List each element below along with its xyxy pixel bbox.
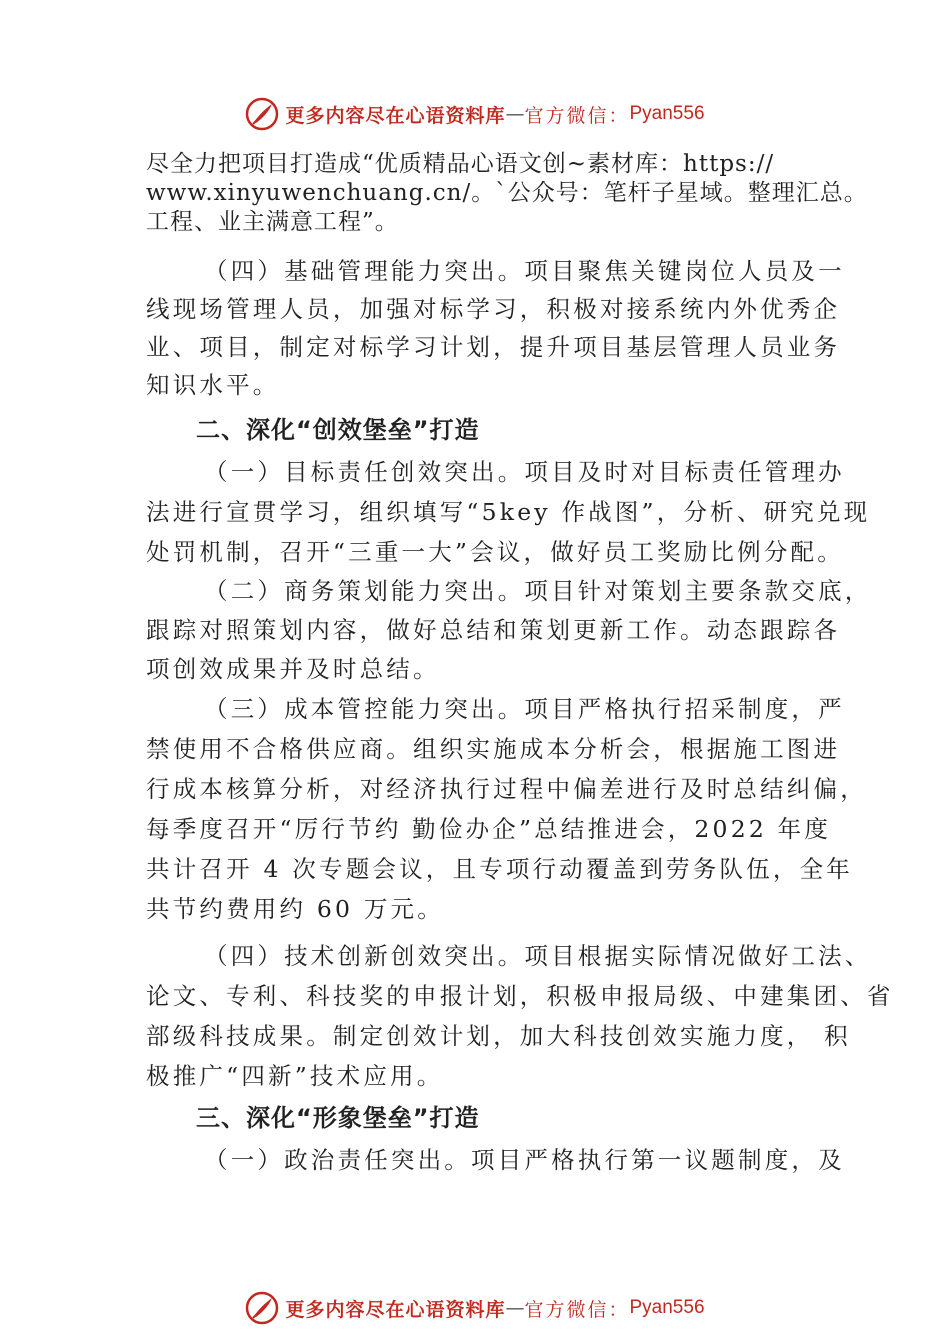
text-line: （三）成本管控能力突出。项目严格执行招采制度，严 xyxy=(204,695,845,723)
text-line: 共计召开 4 次专题会议，且专项行动覆盖到劳务队伍，全年 xyxy=(146,855,853,883)
text-line: （一）目标责任创效突出。项目及时对目标责任管理办 xyxy=(204,458,845,486)
banner-wechat-id: Pyan556 xyxy=(629,103,705,124)
text-line: 知识水平。 xyxy=(146,371,280,399)
text-line: 业、项目，制定对标学习计划，提升项目基层管理人员业务 xyxy=(146,333,841,361)
text-line: 行成本核算分析，对经济执行过程中偏差进行及时总结纠偏， xyxy=(146,775,867,803)
text-line: 项创效成果并及时总结。 xyxy=(146,655,440,683)
paragraph-tech-innovation xyxy=(146,936,894,1096)
paragraph-basic-management xyxy=(146,252,846,404)
intro-line: www.xinyuwenchuang.cn/。`公众号：笔杆子星域。整理汇总。 xyxy=(146,180,868,206)
intro-block xyxy=(146,150,868,237)
banner-separator: — xyxy=(505,103,525,125)
intro-line: 工程、业主满意工程”。 xyxy=(146,209,399,235)
paragraph-cost-control xyxy=(146,689,867,929)
text-line: （一）政治责任突出。项目严格执行第一议题制度，及 xyxy=(204,1146,845,1174)
text-line: 论文、专利、科技奖的申报计划，积极申报局级、中建集团、省 xyxy=(146,982,894,1010)
text-line: 跟踪对照策划内容，做好总结和策划更新工作。动态跟踪各 xyxy=(146,616,841,644)
banner-wechat-id: Pyan556 xyxy=(629,1297,705,1318)
banner-title: 更多内容尽在心语资料库 xyxy=(285,1298,506,1321)
banner-separator: — xyxy=(505,1297,525,1319)
text-line: 法进行宣贯学习，组织填写“5key 作战图”，分析、研究兑现 xyxy=(146,498,871,526)
text-line: 处罚机制，召开“三重一大”会议，做好员工奖励比例分配。 xyxy=(146,538,844,566)
banner-wechat-label: 官方微信： xyxy=(524,1298,630,1321)
footer-banner xyxy=(0,1288,950,1328)
quill-logo-icon xyxy=(245,97,279,131)
intro-line: 尽全力把项目打造成“优质精品心语文创~素材库：https:// xyxy=(146,151,775,177)
section-heading-2: 二、深化“创效堡垒”打造 xyxy=(196,416,480,444)
text-line: 部级科技成果。制定创效计划，加大科技创效实施力度， 积 xyxy=(146,1022,851,1050)
text-line: （四）技术创新创效突出。项目根据实际情况做好工法、 xyxy=(204,942,872,970)
text-line: 共节约费用约 60 万元。 xyxy=(146,895,444,923)
paragraph-political-responsibility xyxy=(146,1140,846,1180)
text-line: （四）基础管理能力突出。项目聚焦关键岗位人员及一 xyxy=(204,257,845,285)
text-line: 每季度召开“厉行节约 勤俭办企”总结推进会，2022 年度 xyxy=(146,815,832,843)
text-line: （二）商务策划能力突出。项目针对策划主要条款交底， xyxy=(204,577,872,605)
text-line: 线现场管理人员，加强对标学习，积极对接系统内外优秀企 xyxy=(146,295,841,323)
section-heading-3: 三、深化“形象堡垒”打造 xyxy=(196,1104,480,1132)
paragraph-target-responsibility xyxy=(146,452,871,572)
banner-wechat-label: 官方微信： xyxy=(524,104,630,127)
paragraph-business-planning xyxy=(146,572,872,689)
banner-title: 更多内容尽在心语资料库 xyxy=(285,104,506,127)
quill-logo-icon xyxy=(245,1291,279,1325)
text-line: 极推广“四新”技术应用。 xyxy=(146,1062,444,1090)
header-banner xyxy=(0,94,950,134)
text-line: 禁使用不合格供应商。组织实施成本分析会，根据施工图进 xyxy=(146,735,841,763)
